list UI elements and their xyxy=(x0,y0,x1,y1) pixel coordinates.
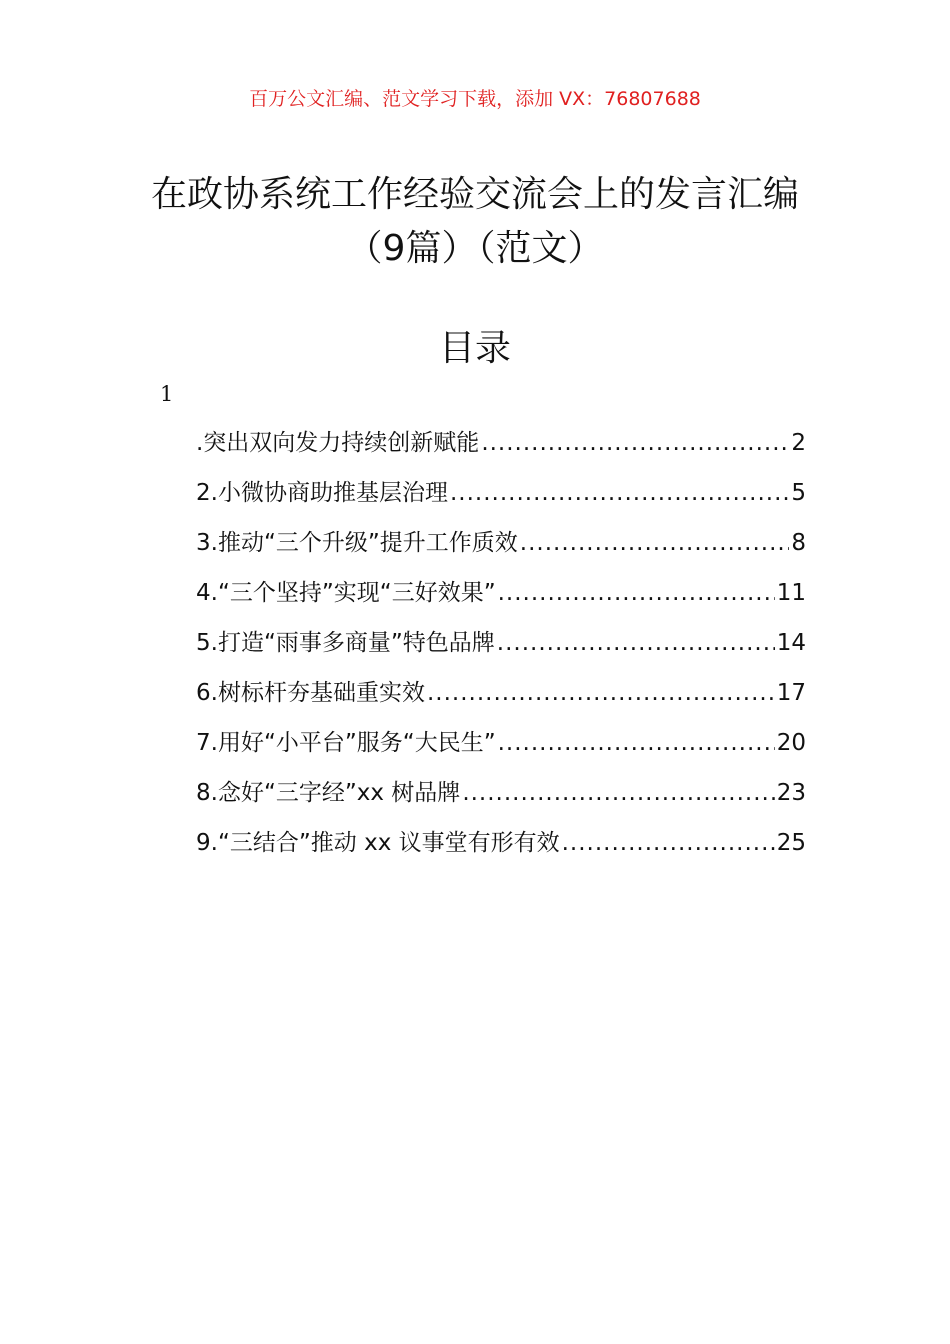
toc-dot-leader xyxy=(427,680,775,706)
table-of-contents xyxy=(196,424,806,874)
toc-entry-page: 25 xyxy=(776,830,806,856)
toc-dot-leader xyxy=(481,430,789,456)
toc-marker: 1 xyxy=(160,382,174,406)
toc-entry[interactable] xyxy=(196,774,806,824)
toc-entry[interactable] xyxy=(196,574,806,624)
header-promo-note: 百万公文汇编、范文学习下载，添加 VX：76807688 xyxy=(249,88,701,110)
toc-entry[interactable] xyxy=(196,724,806,774)
toc-entry[interactable] xyxy=(196,424,806,474)
toc-entry-label: 2.小微协商助推基层治理 xyxy=(196,480,448,506)
toc-entry-page: 14 xyxy=(776,630,806,656)
toc-entry-label: .突出双向发力持续创新赋能 xyxy=(196,430,480,456)
toc-dot-leader xyxy=(498,730,775,756)
toc-entry-page: 2 xyxy=(791,430,806,456)
toc-entry-label: 9.“三结合”推动 xx 议事堂有形有效 xyxy=(196,830,560,856)
toc-entry[interactable] xyxy=(196,824,806,874)
toc-entry[interactable] xyxy=(196,674,806,724)
toc-entry-label: 5.打造“雨事多商量”特色品牌 xyxy=(196,630,495,656)
toc-entry-label: 6.树标杆夯基础重实效 xyxy=(196,680,425,706)
toc-entry-page: 20 xyxy=(776,730,806,756)
toc-heading: 目录 xyxy=(438,328,511,369)
toc-entry-page: 11 xyxy=(776,580,806,606)
toc-dot-leader xyxy=(450,480,789,506)
document-title xyxy=(120,168,830,276)
toc-entry[interactable] xyxy=(196,624,806,674)
toc-dot-leader xyxy=(462,780,774,806)
toc-dot-leader xyxy=(562,830,775,856)
toc-entry-label: 7.用好“小平台”服务“大民生” xyxy=(196,730,496,756)
toc-dot-leader xyxy=(497,630,775,656)
toc-entry[interactable] xyxy=(196,524,806,574)
toc-entry-page: 17 xyxy=(776,680,806,706)
document-title-line-1: 在政协系统工作经验交流会上的发言汇编 xyxy=(150,174,799,215)
toc-dot-leader xyxy=(498,580,775,606)
toc-dot-leader xyxy=(520,530,790,556)
toc-entry-label: 3.推动“三个升级”提升工作质效 xyxy=(196,530,518,556)
toc-entry-label: 4.“三个坚持”实现“三好效果” xyxy=(196,580,496,606)
document-title-line-2: （9篇）（范文） xyxy=(346,228,604,269)
toc-entry-page: 23 xyxy=(776,780,806,806)
toc-entry[interactable] xyxy=(196,474,806,524)
toc-entry-page: 8 xyxy=(791,530,806,556)
toc-entry-page: 5 xyxy=(791,480,806,506)
toc-entry-label: 8.念好“三字经”xx 树品牌 xyxy=(196,780,461,806)
